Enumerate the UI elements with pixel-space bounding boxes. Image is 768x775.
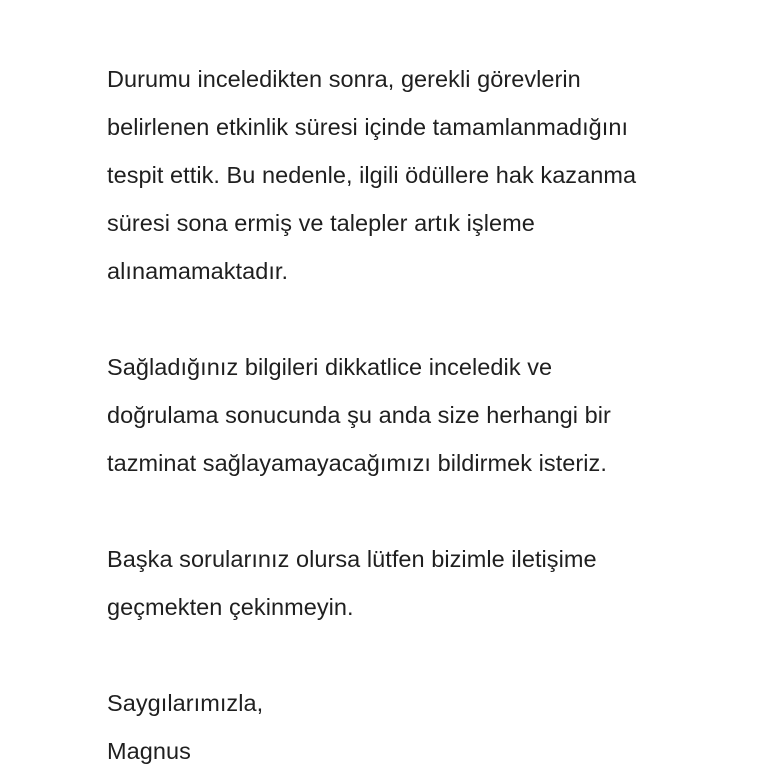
message-body xyxy=(107,55,747,775)
message-line: Durumu inceledikten sonra, gerekli görevlerin xyxy=(107,66,581,92)
paragraph-spacer xyxy=(107,631,747,679)
paragraph-spacer xyxy=(107,487,747,535)
message-line: tazminat sağlayamayacağımızı bildirmek isteriz. xyxy=(107,450,607,476)
message-line: geçmekten çekinmeyin. xyxy=(107,594,354,620)
paragraph-spacer xyxy=(107,295,747,343)
signature-block xyxy=(107,679,747,775)
message-line: Başka sorularınız olursa lütfen bizimle iletişime xyxy=(107,546,597,572)
message-line: alınamamaktadır. xyxy=(107,258,289,284)
message-line: Sağladığınız bilgileri dikkatlice inceledik ve xyxy=(107,354,553,380)
message-line: süresi sona ermiş ve talepler artık işleme xyxy=(107,210,535,236)
paragraph-verification-result xyxy=(107,343,747,487)
message-line: tespit ettik. Bu nedenle, ilgili ödüllere hak kazanma xyxy=(107,162,637,188)
sender-name: Magnus xyxy=(107,738,191,764)
paragraph-contact-note xyxy=(107,535,747,631)
message-line: doğrulama sonucunda şu anda size herhangi bir xyxy=(107,402,611,428)
paragraph-status-explanation xyxy=(107,55,747,295)
closing-text: Saygılarımızla, xyxy=(107,690,264,716)
message-line: belirlenen etkinlik süresi içinde tamamlanmadığını xyxy=(107,114,629,140)
